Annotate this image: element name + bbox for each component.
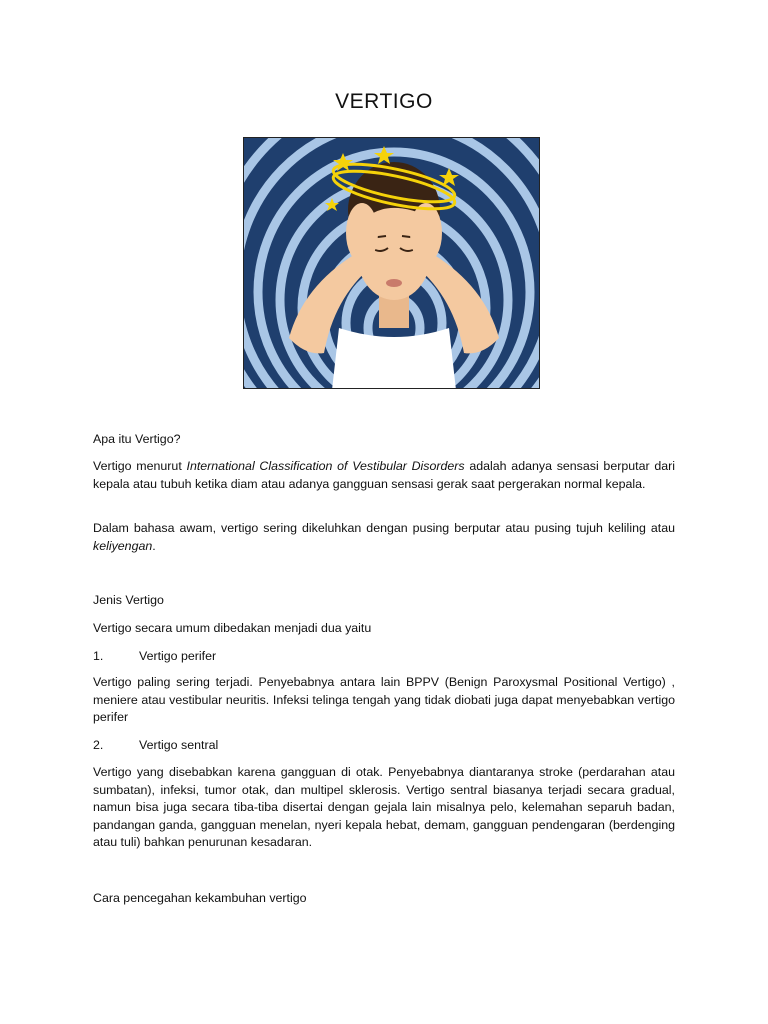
layman-text-end: .	[152, 538, 156, 553]
paragraph-layman	[93, 520, 675, 555]
list-number: 2.	[93, 738, 104, 752]
definition-source-italic: International Classification of Vestibular Disorders	[186, 459, 465, 473]
section-heading-what: Apa itu Vertigo?	[93, 432, 181, 446]
paragraph-definition	[93, 458, 675, 493]
layman-text-start: Dalam bahasa awam, vertigo sering dikeluhkan dengan pusing berputar atau pusing tujuh keliling atau	[93, 521, 675, 535]
list-label: Vertigo perifer	[139, 649, 217, 663]
definition-text-end: adalah adanya sensasi berputar dari kepala atau tubuh ketika diam atau adanya gangguan sensasi gerak saat pergerakan normal kepala.	[93, 459, 675, 491]
section-heading-prevention: Cara pencegahan kekambuhan vertigo	[93, 891, 307, 905]
dizzy-person-illustration	[243, 137, 540, 389]
section-heading-types: Jenis Vertigo	[93, 593, 164, 607]
types-intro: Vertigo secara umum dibedakan menjadi dua yaitu	[93, 621, 372, 635]
list-label: Vertigo sentral	[139, 738, 219, 752]
type-description-2: Vertigo yang disebabkan karena gangguan di otak. Penyebabnya diantaranya stroke (perdarahan atau sumbatan), infeksi, tumor otak, dan multipel sklerosis. Vertigo sentral biasanya terjadi secara gradual, namun bisa juga secara tiba-tiba disertai dengan gejala lain misalnya pelo, kelemahan separuh badan, pandangan ganda, gangguan menelan, nyeri kepala hebat, demam, gangguan pendengaran (berdenging atau tuli) bahkan penurunan kesadaran.	[93, 765, 675, 850]
definition-text-start: Vertigo menurut	[93, 459, 187, 473]
document-title: VERTIGO	[335, 90, 433, 113]
type-description-1: Vertigo paling sering terjadi. Penyebabnya antara lain BPPV (Benign Paroxysmal Positional Vertigo) , meniere atau vestibular neuritis. Infeksi telinga tengah yang tidak diobati juga dapat menyebabkan vertigo perifer	[93, 675, 675, 725]
list-number: 1.	[93, 649, 104, 663]
layman-term-italic: keliyengan	[93, 538, 153, 553]
